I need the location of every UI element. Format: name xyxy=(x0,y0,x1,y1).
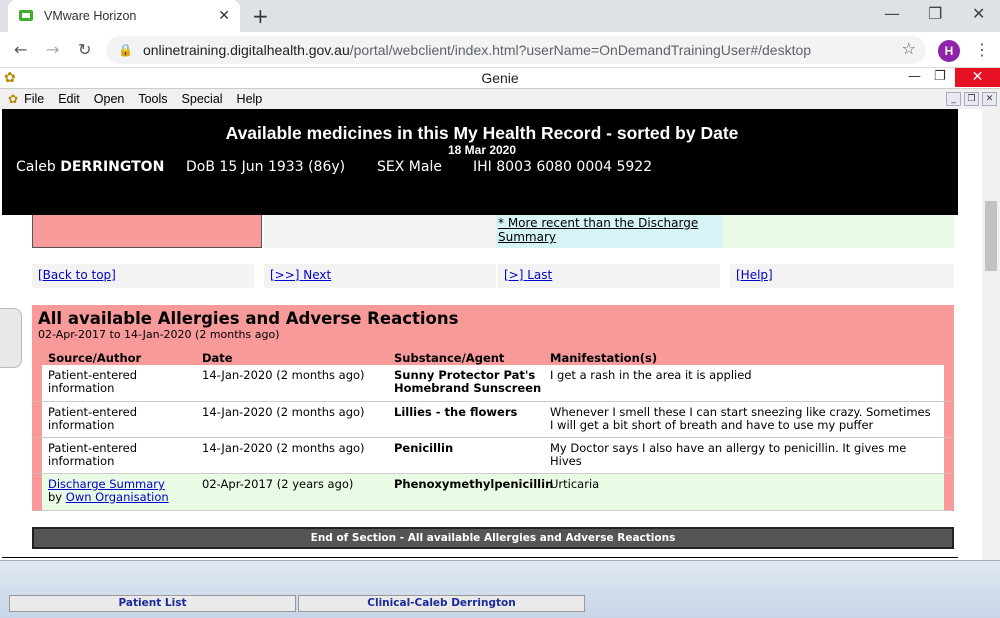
restore-icon[interactable]: ❐ xyxy=(928,4,943,23)
back-to-top-link[interactable]: [Back to top] xyxy=(38,268,116,282)
mdi-restore-icon[interactable]: ❐ xyxy=(964,92,979,106)
menu-open[interactable]: Open xyxy=(93,92,125,106)
more-recent-note: * More recent than the Discharge Summary xyxy=(498,216,699,244)
patient-name: Caleb DERRINGTON xyxy=(16,159,165,175)
patient-dob: DoB 15 Jun 1933 (86y) xyxy=(186,159,346,175)
legend-green-box xyxy=(722,215,954,248)
legend-pink-box xyxy=(32,215,262,248)
section-title: All available Allergies and Adverse Reactions xyxy=(38,309,459,328)
discharge-summary-link[interactable]: Discharge Summary xyxy=(48,477,165,491)
section-header xyxy=(32,305,954,351)
legend-cyan-box xyxy=(496,215,722,248)
table-row: Patient-entered information 14-Jan-2020 (2 months ago) Sunny Protector Pat's Homebrand Sunscreen I get a rash in the area it is applied xyxy=(32,365,954,402)
forward-arrow-icon[interactable]: → xyxy=(46,40,60,59)
lock-icon: 🔒 xyxy=(118,43,133,57)
col-source: Source/Author xyxy=(48,351,142,365)
menu-bar xyxy=(0,89,1000,109)
table-row: Patient-entered information 14-Jan-2020 (2 months ago) Lillies - the flowers Whenever I smell these I can start sneezing like crazy. Sometimes I will get a bit short of breath and have to use my puffer xyxy=(32,402,954,438)
browser-tab-bar xyxy=(0,0,1000,32)
side-panel-handle[interactable] xyxy=(0,308,22,368)
url-host: onlinetraining.digitalhealth.gov.au xyxy=(142,42,350,58)
col-date: Date xyxy=(202,351,233,365)
help-link[interactable]: [Help] xyxy=(736,268,773,282)
page-title: Available medicines in this My Health Record - sorted by Date xyxy=(225,123,739,143)
address-bar xyxy=(0,32,1000,68)
mdi-minimize-icon[interactable]: _ xyxy=(946,92,961,106)
section-nav xyxy=(32,264,954,288)
scrollbar-thumb[interactable] xyxy=(985,201,997,271)
vertical-scrollbar[interactable] xyxy=(982,109,1000,560)
menu-help[interactable]: Help xyxy=(236,92,263,106)
browser-tab[interactable] xyxy=(8,0,240,32)
allergies-section xyxy=(32,305,954,511)
genie-app-icon: ✿ xyxy=(4,70,16,86)
table-row: Discharge Summary by Own Organisation 02-Apr-2017 (2 years ago) Phenoxymethylpenicillin Urticaria xyxy=(32,474,954,511)
report-date: 18 Mar 2020 xyxy=(447,143,517,157)
url-path: /portal/webclient/index.html?userName=OnDemandTrainingUser#/desktop xyxy=(349,42,812,58)
own-organisation-link[interactable]: Own Organisation xyxy=(65,489,169,504)
vmware-icon xyxy=(18,8,34,24)
url-field[interactable] xyxy=(106,36,926,64)
legend-row xyxy=(32,215,954,249)
patient-list-button[interactable]: Patient List xyxy=(9,595,296,612)
mdi-close-icon[interactable]: ✕ xyxy=(982,92,997,106)
bookmark-star-icon[interactable]: ☆ xyxy=(901,39,916,58)
document-content[interactable] xyxy=(2,215,958,560)
menu-tools[interactable]: Tools xyxy=(138,92,168,106)
close-tab-icon[interactable]: ✕ xyxy=(218,8,230,24)
genie-menu-icon: ✿ xyxy=(8,92,19,106)
legend-grey-box xyxy=(264,215,496,248)
tab-title: VMware Horizon xyxy=(44,9,137,23)
patient-sex: SEX Male xyxy=(377,159,442,175)
clinical-window-button[interactable]: Clinical-Caleb Derrington xyxy=(298,595,585,612)
table-row: Patient-entered information 14-Jan-2020 (2 months ago) Penicillin My Doctor says I also have an allergy to penicillin. It gives me Hives xyxy=(32,438,954,474)
end-of-section-bar: End of Section - All available Allergies and Adverse Reactions xyxy=(32,527,954,549)
col-manifestation: Manifestation(s) xyxy=(550,351,658,365)
app-close-button[interactable]: ✕ xyxy=(955,68,1000,87)
app-minimize-icon[interactable]: — xyxy=(908,69,921,84)
window-taskbar xyxy=(0,560,1000,618)
app-title: Genie xyxy=(481,70,519,86)
close-window-icon[interactable]: ✕ xyxy=(972,4,986,23)
section-date-range: 02-Apr-2017 to 14-Jan-2020 (2 months ago) xyxy=(38,328,280,341)
new-tab-icon[interactable]: + xyxy=(252,4,269,28)
app-restore-icon[interactable]: ❐ xyxy=(934,69,946,84)
menu-special[interactable]: Special xyxy=(181,92,223,106)
record-header xyxy=(2,109,958,215)
table-header xyxy=(32,351,954,365)
app-title-bar xyxy=(0,68,1000,89)
back-arrow-icon[interactable]: ← xyxy=(14,40,28,59)
patient-ihi: IHI 8003 6080 0004 5922 xyxy=(473,159,653,175)
browser-menu-icon[interactable]: ⋮ xyxy=(974,40,990,59)
minimize-icon[interactable]: — xyxy=(884,4,900,23)
profile-avatar[interactable]: H xyxy=(938,40,960,62)
reload-icon[interactable]: ↻ xyxy=(78,40,92,59)
menu-file[interactable]: File xyxy=(24,92,45,106)
last-link[interactable]: [>] Last xyxy=(504,268,553,282)
menu-edit[interactable]: Edit xyxy=(58,92,80,106)
col-substance: Substance/Agent xyxy=(394,351,505,365)
next-link[interactable]: [>>] Next xyxy=(270,268,332,282)
